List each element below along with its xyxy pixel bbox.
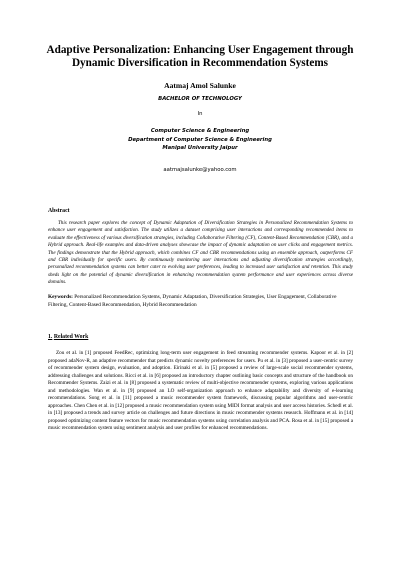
degree: BACHELOR OF TECHNOLOGY (158, 96, 242, 102)
affiliation-field: Computer Science & Engineering (150, 128, 250, 134)
author-name: Aatmaj Amol Salunke (164, 81, 236, 90)
section-number: 1. (48, 334, 53, 340)
keywords-text: Personalized Recommendation Systems, Dynamic Adaptation, Diversification Strategies, User Engagement, Collaborative Filtering, Content-Based Recommendation, Hybrid Recommendation (48, 294, 337, 308)
abstract-text: This research paper explores the concept of Dynamic Adaptation of Diversification Strategies in Personalized Recommendation Systems to enhance user engagement and satisfaction. The study utilizes a dataset comprising user interactions and corresponding recommended items to evaluate the effectiveness of various diversification strategies, including Collaborative Filtering (CF), Content-Based Recommendation (CBR), and a Hybrid approach. Real-life examples and data-driven analyses showcase the impact of dynamic adaptation on user clicks and engagement metrics. The findings demonstrate that the Hybrid approach, which combines CF and CBR recommendations using an ensemble approach, outperforms CF and CBR individually for specific users. By continuously monitoring user interactions and adjusting diversification strategies accordingly, personalized recommendation systems can better cater to evolving user preferences, leading to increased user satisfaction and retention. This study sheds light on the potential of dynamic diversification in enhancing recommendation system performance and user experiences across diverse domains. (48, 220, 353, 286)
affiliation-university: Manipal University Jaipur (162, 145, 238, 152)
abstract-heading: Abstract (48, 208, 70, 214)
affiliation-department: Department of Computer Science & Engineering (128, 136, 272, 143)
author-email: aatmajsalunke@yahoo.com (163, 167, 237, 173)
keywords-label: Keywords: (48, 294, 73, 300)
related-work-text: Zou et al. in [1] proposed FeedRec, optimizing long-term user engagement in feed streaming recommender systems. Kapoor et al. in [2] proposed adaNov-R, an adaptive recommender that predicts dynamic novelty preferences for users. Pu et al. in [3] proposed a user-centric survey of recommender system design, evaluation, and adoption. Eirinaki et al. in [5] proposed a review of large-scale social recommender systems, addressing challenges and solutions. Ricci et al. in [6] proposed an introductory chapter outlining basic concepts and structure of the handbook on Recommender Systems. Zaizi et al. in [8] proposed a systematic review of multi-objective recommender systems, exploring various applications and methodologies. Wan et al. in [9] proposed an LO self-organization approach to enhance adaptability and diversity of e-learning recommendations. Song et al. in [11] proposed a music recommender system framework, discussing popular algorithms and user-centric approaches. Chen Chen et al. in [12] proposed a music recommendation system using MIDI format analysis and user access histories. Schedl et al. in [13] proposed a trends and survey article on challenges and future directions in music recommender systems research. Hoffmann et al. in [14] proposed optimizing content feature vectors for music recommendation systems using correlation analysis and PCA. Rosa et al. in [15] proposed a music recommendation system using sentiment analysis and user profiles for enhanced recommendations. (48, 350, 353, 432)
affiliation-block (0, 127, 400, 153)
keywords (48, 294, 353, 309)
section-title: Related Work (53, 334, 89, 340)
section-heading-related-work (48, 334, 88, 340)
paper-title: Adaptive Personalization: Enhancing User Engagement through Dynamic Diversification in Recommendation Systems (46, 44, 354, 69)
in-word: In (197, 111, 203, 117)
